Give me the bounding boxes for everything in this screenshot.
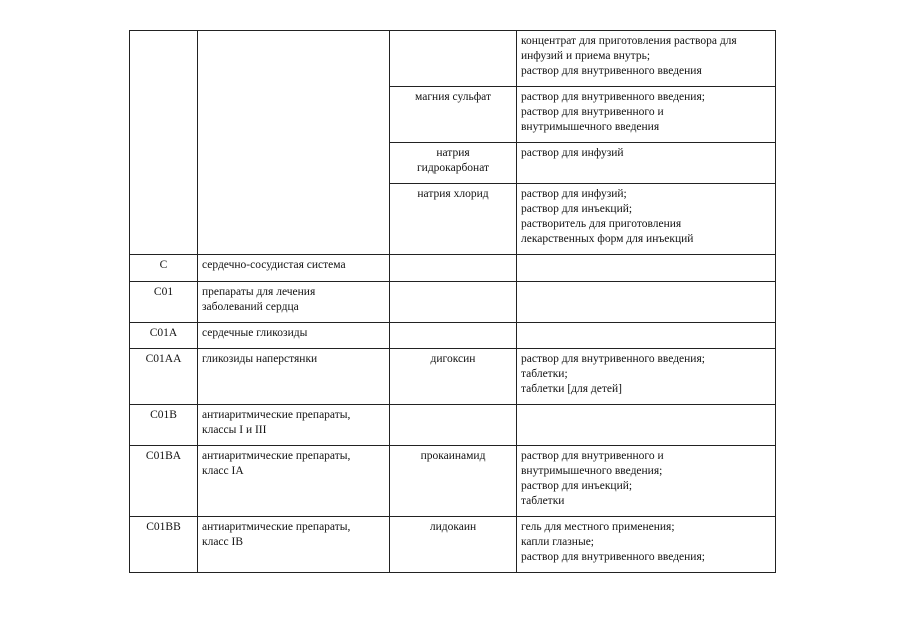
group-line: антиаритмические препараты, xyxy=(202,450,351,462)
group-line: сердечные гликозиды xyxy=(202,327,308,339)
group-line: класс IB xyxy=(202,536,244,548)
table-row xyxy=(130,255,776,282)
dosage-form-line: раствор для внутривенного введения; xyxy=(521,91,705,103)
group-line: класс IA xyxy=(202,465,244,477)
table-row xyxy=(130,323,776,349)
dosage-form-cell xyxy=(517,323,776,349)
dosage-form-cell xyxy=(517,31,776,87)
anatomical-group-cell xyxy=(198,405,390,446)
dosage-form-cell xyxy=(517,143,776,184)
inn-line: натрия xyxy=(436,147,470,159)
dosage-form-line: раствор для внутривенного и xyxy=(521,450,664,462)
inn-cell xyxy=(390,405,517,446)
table-row xyxy=(130,517,776,573)
dosage-form-line: капли глазные; xyxy=(521,536,594,548)
dosage-form-cell xyxy=(517,184,776,255)
table-row xyxy=(130,405,776,446)
dosage-form-line: раствор для внутривенного введения; xyxy=(521,353,705,365)
group-line: заболеваний сердца xyxy=(202,301,299,313)
inn-line: прокаинамид xyxy=(420,450,486,462)
atc-code-cell: C01BB xyxy=(130,517,198,573)
dosage-form-line: растворитель для приготовления xyxy=(521,218,682,230)
inn-cell xyxy=(390,446,517,517)
anatomical-group-cell xyxy=(198,349,390,405)
dosage-form-line: раствор для инъекций; xyxy=(521,203,633,215)
inn-cell xyxy=(390,282,517,323)
dosage-form-line: раствор для внутривенного введения; xyxy=(521,551,705,563)
dosage-form-line: раствор для инфузий xyxy=(521,147,624,159)
anatomical-group-cell xyxy=(198,31,390,255)
group-line: сердечно-сосудистая система xyxy=(202,259,346,271)
inn-line: дигоксин xyxy=(430,353,476,365)
anatomical-group-cell xyxy=(198,323,390,349)
inn-line: магния сульфат xyxy=(415,91,491,103)
table-row xyxy=(130,446,776,517)
dosage-form-cell xyxy=(517,446,776,517)
dosage-form-line: концентрат для приготовления раствора для xyxy=(521,35,737,47)
inn-cell xyxy=(390,349,517,405)
inn-cell xyxy=(390,255,517,282)
atc-code-cell: C xyxy=(130,255,198,282)
dosage-form-line: таблетки; xyxy=(521,368,568,380)
dosage-form-cell xyxy=(517,282,776,323)
inn-cell xyxy=(390,323,517,349)
group-line: гликозиды наперстянки xyxy=(202,353,318,365)
atc-code-cell: C01B xyxy=(130,405,198,446)
table-row xyxy=(130,349,776,405)
inn-line: гидрокарбонат xyxy=(416,162,490,174)
atc-code-cell: C01 xyxy=(130,282,198,323)
dosage-form-cell xyxy=(517,255,776,282)
group-line: антиаритмические препараты, xyxy=(202,409,351,421)
table-row xyxy=(130,282,776,323)
inn-cell xyxy=(390,517,517,573)
dosage-form-line: раствор для внутривенного введения xyxy=(521,65,702,77)
dosage-form-line: гель для местного применения; xyxy=(521,521,675,533)
group-line: препараты для лечения xyxy=(202,286,316,298)
dosage-form-line: раствор для инъекций; xyxy=(521,480,633,492)
inn-line: натрия хлорид xyxy=(417,188,489,200)
inn-line: лидокаин xyxy=(429,521,477,533)
dosage-form-line: инфузий и приема внутрь; xyxy=(521,50,651,62)
table-row xyxy=(130,31,776,87)
dosage-form-cell xyxy=(517,87,776,143)
inn-cell xyxy=(390,143,517,184)
inn-cell xyxy=(390,31,517,87)
atc-code-cell: C01BA xyxy=(130,446,198,517)
dosage-form-line: таблетки [для детей] xyxy=(521,383,622,395)
atc-code-cell xyxy=(130,31,198,255)
inn-cell xyxy=(390,184,517,255)
anatomical-group-cell xyxy=(198,517,390,573)
dosage-form-line: внутримышечного введения; xyxy=(521,465,663,477)
dosage-form-line: внутримышечного введения xyxy=(521,121,660,133)
atc-code-cell: C01AA xyxy=(130,349,198,405)
drug-classification-table xyxy=(129,30,776,573)
dosage-form-cell xyxy=(517,349,776,405)
dosage-form-cell xyxy=(517,517,776,573)
inn-cell xyxy=(390,87,517,143)
group-line: антиаритмические препараты, xyxy=(202,521,351,533)
dosage-form-line: раствор для внутривенного и xyxy=(521,106,664,118)
dosage-form-line: таблетки xyxy=(521,495,565,507)
anatomical-group-cell xyxy=(198,446,390,517)
atc-code-cell: C01A xyxy=(130,323,198,349)
dosage-form-cell xyxy=(517,405,776,446)
anatomical-group-cell xyxy=(198,255,390,282)
dosage-form-line: раствор для инфузий; xyxy=(521,188,627,200)
anatomical-group-cell xyxy=(198,282,390,323)
dosage-form-line: лекарственных форм для инъекций xyxy=(521,233,694,245)
group-line: классы I и III xyxy=(202,424,267,436)
